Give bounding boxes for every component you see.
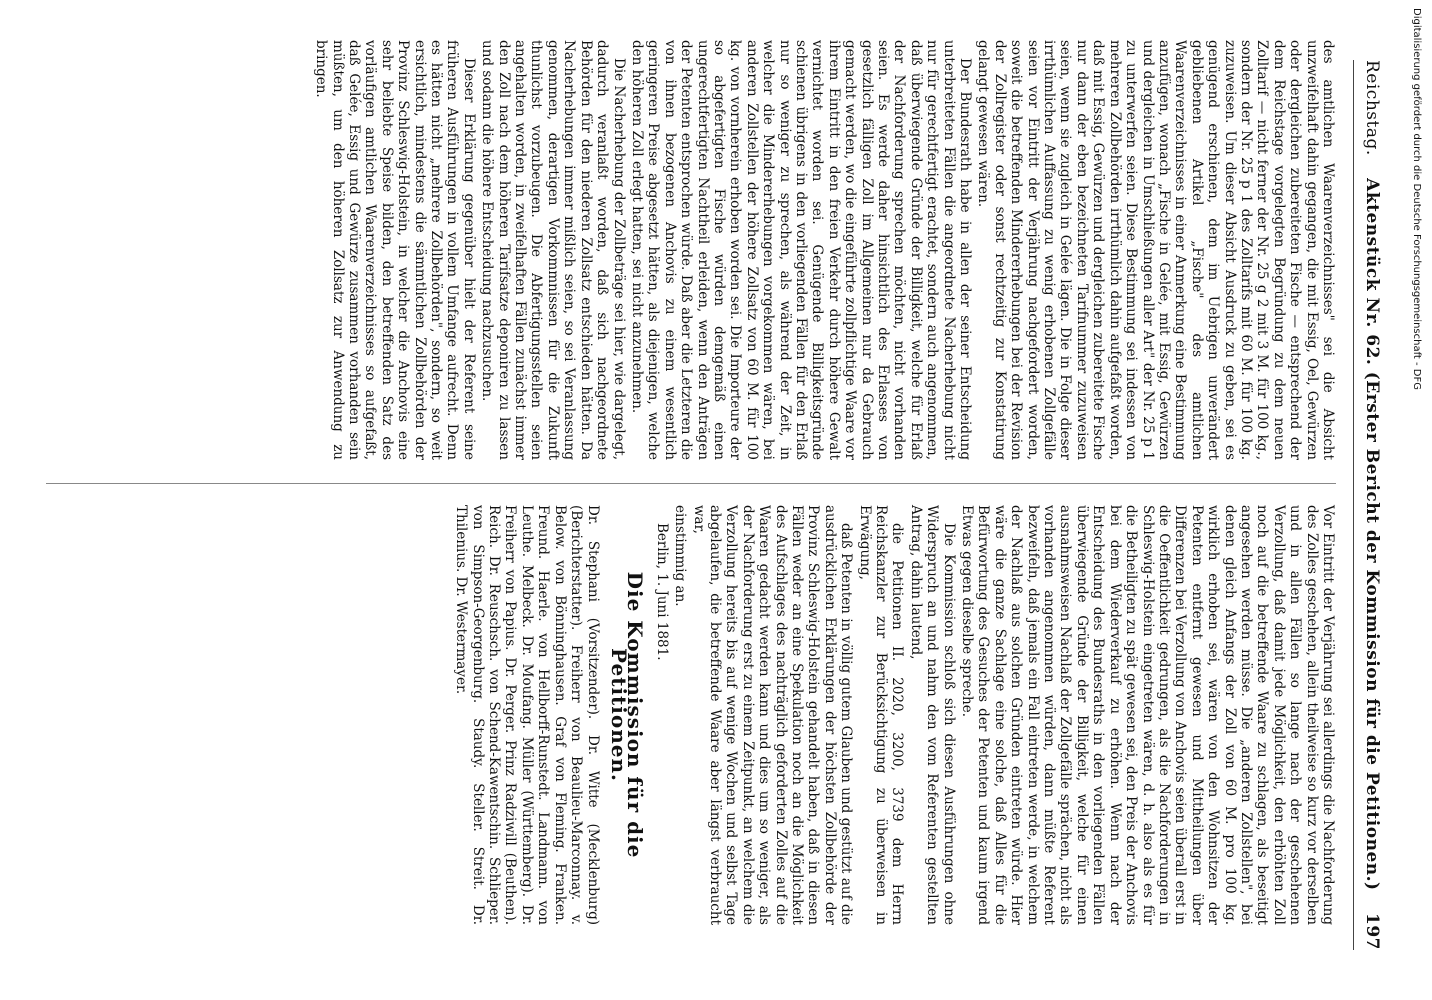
signatories: Dr. Stephani (Vorsitzender). Dr. Witte (Mecklenburg) (Berichterstatter). Freiherr von Beaulieu-Marconnay. v. Below. von Bönninghausen. Graf von Fleming. Franken. Freund. Haerle. von Hellborff-Runstedt. Landmann. von Leuthe. Melbeck. Dr. Moufang. Müller (Württemberg). Dr. Freiherr von Papius. Dr. Perger. Prinz Radziwill (Beuthen). Reich. Dr. Reuschsch. von Schend-Kawentschin. Schlieper. von Simpson-Georgenburg. Staudy. Steller. Streit. Dr. Thilenius. Dr. Westermayer. [453, 505, 601, 925]
commission-title: Die Kommission für die Petitionen. [606, 571, 648, 859]
paragraph: Vor Eintritt der Verjährung sei allerdings die Nachforderung des Zolles geschehen, allein theilweise so kurz vor derselben und in allen Fällen so lange nach der geschehenen Verzollung, daß damit jede Möglichkeit, den erhöhten Zoll noch auf die betreffende Waare zu schlagen, als beseitigt angesehen werden müsse. Die „anderen Zollstellen", bei denen gleich Anfangs der Zoll von 60 M. pro 100 kg. wirklich erhoben sei, wären von den Wohnsitzen der Petenten entfernt gewesen und Mittheilungen über Differenzen bei Verzollung von Anchovis seien überall erst in die Oeffentlichkeit gedrungen, als die Nachforderungen in Schleswig-Holstein eingetreten wären, d. h. also als es für die Betheiligten zu spät gewesen sei, den Preis der Anchovis bei dem Wiederverkauf zu erhöhen. Wenn nach der Entscheidung des Bundesraths in den vorliegenden Fällen überwiegende Gründe der Billigkeit, welche für einen ausnahmsweisen Nachlaß der Zollgefälle sprächen, nicht als vorhanden angenommen würden, dann müßte Referent bezweifeln, daß jemals ein Fall eintreten werde, in welchem der Nachlaß aus solchen Gründen eintreten würde. Hier wäre die ganze Sachlage eine solche, daß Alles für die Befürwortung des Gesuches der Petenten und kaum irgend Etwas gegen dieselbe spreche. [959, 505, 1336, 925]
header-title: Aktenstück Nr. 62. (Erster Bericht der Kommission für die Petitionen.) [1362, 178, 1382, 891]
header-left: Reichstag. [1362, 60, 1382, 156]
page-header [1353, 60, 1390, 950]
date-line: Berlin, 1. Juni 1881. [653, 523, 670, 661]
right-column [451, 505, 1336, 925]
paragraph: des amtlichen Waarenverzeichnisses" sei die Absicht unzweifelhaft dahin gegangen, die mit Essig, Oel, Gewürzen oder dergleichen zubereiteten Fische — entsprechend der dem Reichstage vorgelegten Begründung zu dem neuen Zolltarif — nicht ferner der Nr. 25 g 2 mit 3 M. für 100 kg., sondern der Nr. 25 p 1 des Zolltarifs mit 60 M. für 100 kg. zuzuweisen. Um dieser Absicht Ausdruck zu geben, sei es genügend erschienen, dem im Uebrigen unverändert gebliebenen Artikel „Fische" des amtlichen Waarenverzeichnisses in einer Anmerkung eine Bestimmung anzufügen, wonach „Fische in Gelée, mit Essig, Gewürzen und dergleichen in Umschließungen aller Art" der Nr. 25 p 1 zu unterwerfen seien. Diese Bestimmung sei indessen von mehreren Zollbehörden irrthümlich dahin aufgefaßt worden, daß mit Essig, Gewürzen und dergleichen zubereitete Fische nur dann der eben bezeichneten Tarifnummer zuzuweisen seien, wenn sie zugleich in Gelée lägen. Die in Folge dieser irrthümlichen Auffassung zu wenig erhobenen Zollgefälle seien vor Eintritt der Verjährung nachgefordert worden, soweit die betreffenden Mindererhebungen bei der Revision der Zollregister oder sonst rechtzeitig zur Konstatirung gelangt gewesen wären. [975, 40, 1336, 460]
motion-text: die Petitionen II. 2020, 3200, 3739 dem Herrn Reichskanzler zur Berücksichtigung zu überweisen in Erwägung, [856, 505, 906, 925]
dfg-credit-line: Digitalisierung gefördert durch die Deutsche Forschungsgemeinschaft - DFG [1411, 8, 1422, 391]
paragraph: Der Bundesrath habe in allen der seiner Entscheidung unterbreiteten Fällen die angeordnete Nacherhebung nicht nur für gerechtfertigt erachtet, sondern auch angenommen, daß überwiegende Gründe der Billigkeit, welche für Erlaß der Nachforderung sprechen möchten, nicht vorhanden seien. Es werde daher hinsichtlich des Erlasses von gesetzlich fälligen Zoll im Allgemeinen nur da Gebrauch gemacht werden, wo die eingeführte zollpflichtige Waare vor ihrem Eintritt in den freien Verkehr durch höhere Gewalt vernichtet worden sei. Genügende Billigkeitsgründe schienen übrigens in den vorliegenden Fällen für den Erlaß nur so weniger zu sprechen, als während der Zeit, in welcher die Mindererhebungen vorgekommen wären, bei anderen Zollstellen der höhere Zollsatz von 60 M. für 100 kg. von vornherein erhoben worden sei. Die Importeure der so abgefertigten Fische würden demgemäß einen ungerechtfertigten Nachtheil erleiden, wenn den Anträgen der Petenten entsprochen würde. Daß aber die Letzteren die von ihnen bezogenen Anchovis zu einem wesentlich geringeren Preise abgesetzt hätten, als diejenigen, welche den höheren Zoll erlegt hatten, sei nicht anzunehmen. [628, 40, 974, 460]
paragraph: Die Nacherhebung der Zollbeträge sei hier, wie dargelegt, dadurch veranlaßt worden, daß sich nachgeordnete Behörden für den niederen Zollsatz entschieden hätten. Da Nacherhebungen immer mißlich seien, so sei Veranlassung genommen, derartigen Vorkommnissen für die Zukunft thunlichst vorzubeugen. Die Abfertigungsstellen seien angehalten worden, in zweifelhaften Fällen zunächst immer den Zoll nach dem höheren Tarifsatze deponiren zu lassen und sodann die höhere Entscheidung nachzusuchen. [479, 40, 627, 460]
page-number: 197 [1362, 912, 1382, 950]
column-divider [46, 483, 1336, 484]
paragraph: Die Kommission schloß sich diesen Ausführungen ohne Widerspruch an und nahm den vom Referenten gestellten Antrag, dahin lautend, [907, 505, 957, 925]
unanimous-line: einstimmig an. [672, 505, 689, 607]
paragraph: Dieser Erklärung gegenüber hielt der Referent seine früheren Ausführungen in vollem Umfange aufrecht. Denn es hätten nicht „mehrere Zollbehörden", sondern, so weit ersichtlich, mindestens die sämmtlichen Zollbehörden der Provinz Schleswig-Holstein, in welcher die Anchovis eine sehr beliebte Speise bilden, den betreffenden Satz des vorläufigen amtlichen Waarenverzeichnisses so aufgefaßt, daß Gelée, Essig und Gewürze zusammen vorhanden sein müßten, um den höheren Zollsatz zur Anwendung zu bringen. [313, 40, 477, 460]
left-column [311, 40, 1336, 460]
reasons-text: daß Petenten in völlig gutem Glauben und gestützt auf die ausdrücklichen Erklärungen der höchsten Zollbehörde der Provinz Schleswig-Holstein gehandelt haben, daß in diesen Fällen weder an eine Spekulation noch an die Möglichkeit des Aufschlages des nachträglich geforderten Zolles auf die Waaren gedacht werden kann und dies um so weniger, als der Nachforderung erst zu einem Zeitpunkt, an welchem die Verzollung hereits bis auf wenige Wochen und selbst Tage abgelaufen, die betreffende Waare aber längst verbraucht war, [690, 505, 855, 925]
